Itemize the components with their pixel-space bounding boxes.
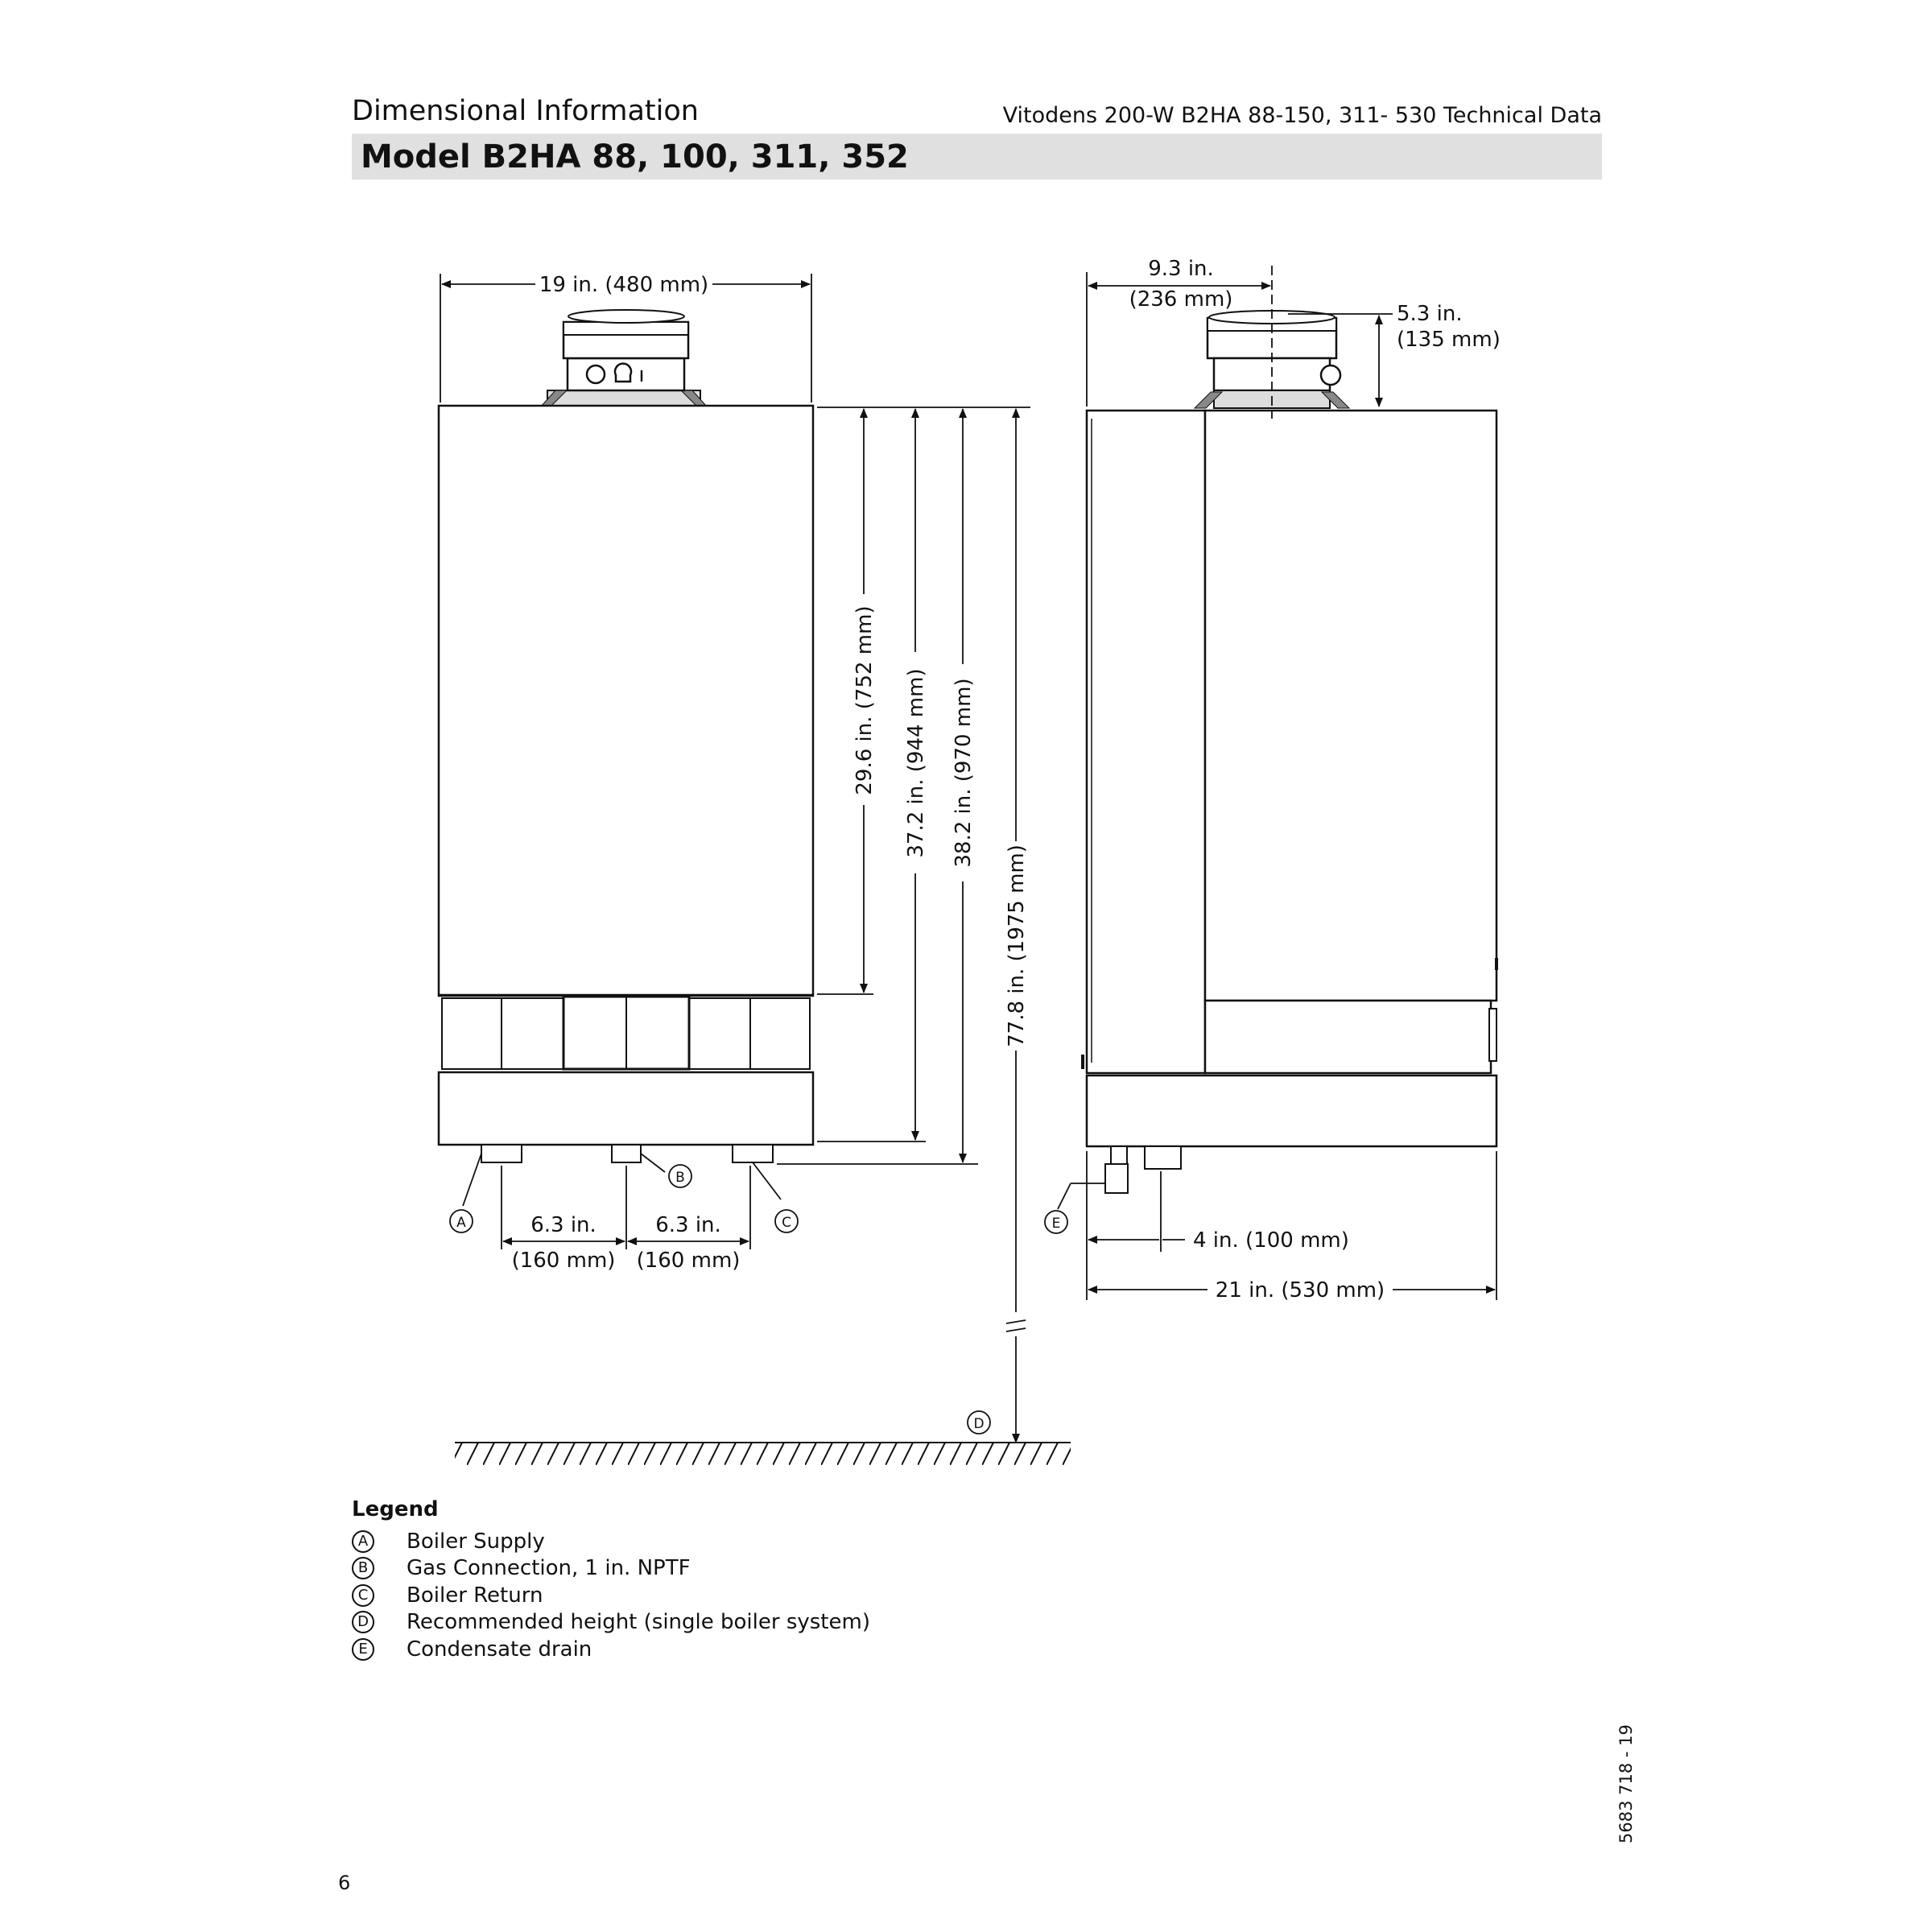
legend-label: Boiler Supply (407, 1529, 545, 1554)
section-heading: Dimensional Information (352, 95, 699, 127)
svg-text:B: B (675, 1170, 685, 1186)
page-title: Model B2HA 88, 100, 311, 352 (361, 138, 909, 175)
width-label: 19 in. (480 mm) (539, 273, 709, 297)
legend-item (352, 1636, 870, 1663)
svg-text:E: E (1051, 1216, 1061, 1232)
marker-b (669, 1165, 691, 1187)
svg-text:D: D (973, 1416, 985, 1432)
legend-key: A (352, 1530, 374, 1553)
legend-key: B (352, 1557, 374, 1579)
marker-a (450, 1210, 473, 1232)
legend (352, 1528, 870, 1663)
legend-label: Boiler Return (407, 1583, 543, 1608)
drain-dimension-label: 4 in. (100 mm) (1193, 1228, 1349, 1253)
page-number: 6 (338, 1872, 351, 1894)
legend-item (352, 1609, 870, 1637)
flue-height-inches: 5.3 in. (1397, 302, 1463, 326)
spacing-1-mm: (160 mm) (511, 1249, 616, 1273)
legend-key: C (352, 1584, 374, 1607)
legend-label: Recommended height (single boiler system) (407, 1610, 870, 1635)
side-view (1083, 311, 1496, 1193)
marker-e (1045, 1211, 1067, 1233)
document-id: 5683 718 - 19 (1616, 1724, 1636, 1843)
marker-c (775, 1210, 798, 1232)
height-38-label: 38.2 in. (970 mm) (952, 678, 976, 868)
legend-title: Legend (352, 1497, 439, 1521)
spacing-2-mm: (160 mm) (636, 1249, 741, 1273)
front-view (439, 310, 813, 1162)
legend-item (352, 1582, 870, 1609)
svg-text:C: C (782, 1215, 791, 1231)
height-77-label: 77.8 in. (1975 mm) (1005, 844, 1029, 1047)
document-title: Vitodens 200-W B2HA 88-150, 311- 530 Technical Data (1002, 103, 1602, 128)
legend-item (352, 1555, 870, 1583)
spacing-1-inches: 6.3 in. (530, 1213, 597, 1237)
offset-inches: 9.3 in. (1148, 257, 1214, 281)
depth-label: 21 in. (530 mm) (1215, 1278, 1385, 1302)
legend-key: E (352, 1638, 374, 1661)
legend-label: Condensate drain (407, 1637, 592, 1662)
spacing-2-inches: 6.3 in. (655, 1213, 721, 1237)
flue-height-mm: (135 mm) (1397, 328, 1501, 352)
svg-text:A: A (456, 1215, 466, 1231)
legend-label: Gas Connection, 1 in. NPTF (407, 1556, 691, 1581)
legend-key: D (352, 1611, 374, 1633)
offset-mm: (236 mm) (1129, 287, 1233, 312)
height-37-label: 37.2 in. (944 mm) (904, 668, 928, 858)
marker-d (968, 1411, 990, 1434)
floor-line (455, 1443, 1071, 1465)
legend-item (352, 1528, 870, 1555)
height-29-label: 29.6 in. (752 mm) (852, 605, 877, 795)
